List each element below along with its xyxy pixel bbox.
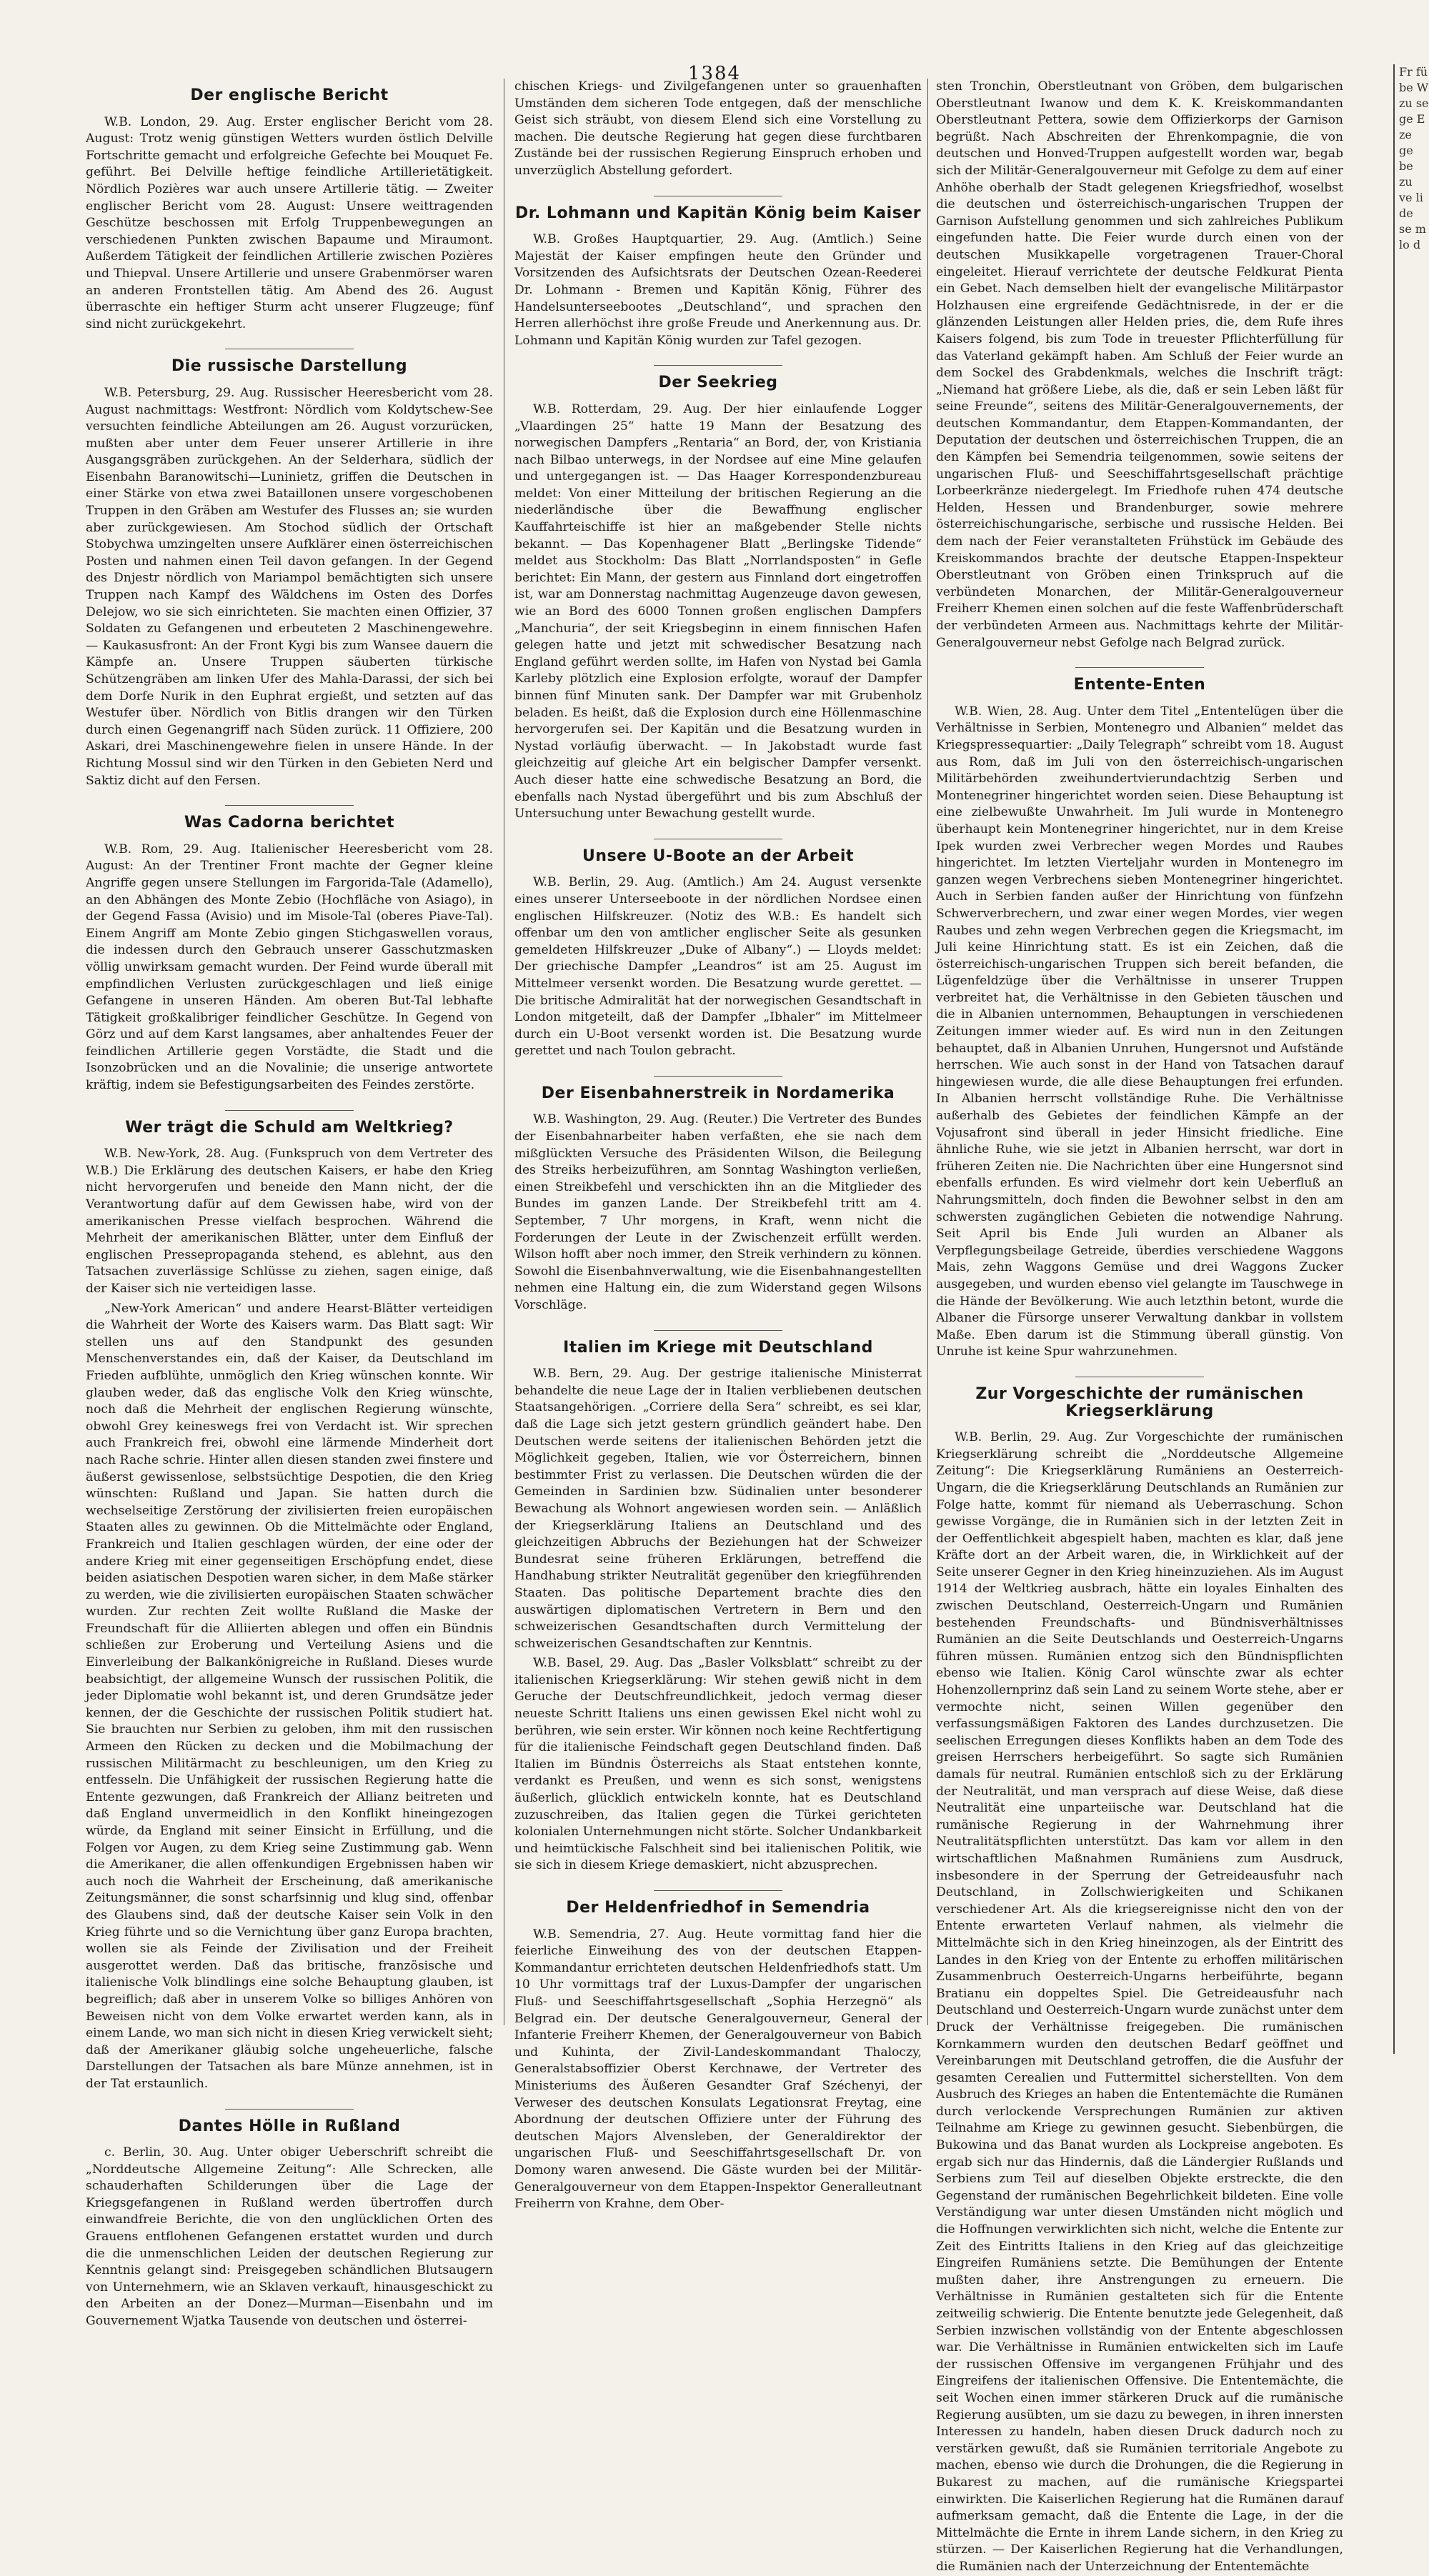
article-headline: Unsere U-Boote an der Arbeit <box>582 847 854 865</box>
article-paragraph: W.B. Wien, 28. Aug. Unter dem Titel „Ententelügen über die Verhältnisse in Serbien, Montenegro und Albanien“ meldet das Kriegspressequartier: „Daily Telegraph“ schreibt vom 18. August aus Rom, daß im Juli von den österreichisch-ungarischen Militärbehörden zweihundertvierundachtzig Serben und Montenegriner hingerichtet worden seien. Diese Behauptung ist eine zielbewußte Unwahrheit. Im Juli wurde in Montenegro überhaupt kein Montenegriner hingerichtet, nur in dem Kreise Ipek wurden zwei Verbrecher wegen Mordes und Raubes hingerichtet. Im letzten Vierteljahr wurden in Montenegro im ganzen wegen Verbrechens sieben Montenegriner hingerichtet. Auch in Serbien fanden außer der Hinrichtung von fünfzehn Schwerverbrechern, und zwar einer wegen Mordes, vier wegen Raubes und zehn wegen Verbrechen gegen die Kriegsmacht, im Juli keine Hinrichtung statt. Es ist ein Zeichen, daß die österreichisch-ungarischen Truppen sich bereit befanden, die Lügenfeldzüge über die Verhältnisse in unserer Truppen verbreitet hat, die Verhältnisse in den Gebieten täuschen und die in Albanien unternommen, Behauptungen in verschiedenen Zeitungen immer wieder auf. Es wird nun in den Zeitungen behauptet, daß in Albanien Unruhen, Hungersnot und Aufstände herrschen. Wie auch sonst in der Hand von Tatsachen darauf hingewiesen wurde, die alle diese Behauptungen frei erfunden. In Albanien herrscht vollständige Ruhe. Die Verhältnisse außerhalb des Gebietes der feindlichen Kämpfe an der Vojusafront sind überall in jeder Hinsicht friedliche. Eine ähnliche Ruhe, wie sie jetzt in Albanien herrscht, war dort in früheren Zeiten nie. Die Nachrichten über eine Hungersnot sind ebenfalls erfunden. Es wird vielmehr dort kein Ueberfluß an Nahrungsmitteln, doch finden die Bewohner selbst in den am schwersten zugänglichen Gebieten die notwendige Nahrung. Seit April bis Ende Juli wurden an Albaner als Verpflegungsbeilage Getreide, überdies verschiedene Waggons Mais, zehn Waggons Gemüse und drei Waggons Zucker ausgegeben, und wurden ebenso viel gelangte im Tauschwege in die Hände der Bevölkerung. Wie auch letzthin betont, wurde die Albaner die Fürsorge unserer Verwaltung dankbar in vollstem Maße. Eben darum ist die Stimmung überall günstig. Von Unruhe ist keine Spur wahrzunehmen. <box>936 704 1343 1359</box>
page-number: 1384 <box>687 63 742 84</box>
article <box>936 1386 1343 2576</box>
article-headline: Zur Vorgeschichte der rumänischen Kriegserklärung <box>975 1384 1304 1420</box>
article-paragraph: W.B. Rotterdam, 29. Aug. Der hier einlaufende Logger „Vlaardingen 25“ hatte 19 Mann der Besatzung des norwegischen Dampfers „Rentaria“ an Bord, der, von Kristiania nach Bilbao unterwegs, in der Nordsee auf eine Mine gelaufen und untergegangen ist. — Das Haager Korrespondenzbureau meldet: Von einer Mitteilung der britischen Regierung an die niederländische über die Bewaffnung englischer Kauffahrteischiffe ist hier an maßgebender Stelle nichts bekannt. — Das Kopenhagener Blatt „Berlingske Tidende“ meldet aus Stockholm: Das Blatt „Norrlandsposten“ in Gefle berichtet: Ein Mann, der gestern aus Finnland dort eingetroffen ist, war am Donnerstag nachmittag Augenzeuge davon gewesen, wie an Bord des 6000 Tonnen großen englischen Dampfers „Manchuria“, der seit Kriegsbeginn in einem finnischen Hafen gelegen hatte und jetzt mit schwedischer Besatzung nach England geführt werden sollte, im Hafen von Nystad bei Gamla Karleby plötzlich eine Explosion erfolgte, worauf der Dampfer binnen fünf Minuten sank. Der Dampfer war mit Grubenholz beladen. Es heißt, daß die Explosion durch eine Höllenmaschine hervorgerufen sei. Der Kapitän und die Besatzung wurden in Nystad vorläufig überwacht. — In Jakobstadt wurde fast gleichzeitig auf gleiche Art ein belgischer Dampfer versenkt. Auch dieser hatte eine schwedische Besatzung an Bord, die ebenfalls nach Nystad übergeführt und bis zum Abschluß der Untersuchung unter Bewachung gestellt wurde. <box>514 401 922 822</box>
article <box>86 2118 493 2330</box>
article-paragraph: W.B. Berlin, 29. Aug. (Amtlich.) Am 24. August versenkte eines unserer Unterseeboote in der nördlichen Nordsee einen englischen Hilfskreuzer. (Notiz des W.B.: Es handelt sich offenbar um den von amtlicher englischer Seite als gesunken gemeldeten Hilfskreuzer „Duke of Albany“.) — Lloyds meldet: Der griechische Dampfer „Leandros“ ist am 25. August im Mittelmeer versenkt worden. Die Besatzung wurde gerettet. — Die britische Admiralität hat der norwegischen Gesandtschaft in London mitgeteilt, daß der Dampfer „Ibhaler“ im Mittelmeer durch ein U-Boot versenkt worden ist. Die Besatzung wurde gerettet und nach Toulon gebracht. <box>514 875 922 1059</box>
article-paragraph: chischen Kriegs- und Zivilgefangenen unter so grauenhaften Umständen dem sicheren Tode entgegen, daß der menschliche Geist sich sträubt, von diesem Elend sich eine Vorstellung zu machen. Die deutsche Regierung hat gegen diese furchtbaren Zustände bei der russischen Regierung Einspruch erhoben und unverzüglich Abstellung gefordert. <box>514 79 922 178</box>
article-headline: Der Eisenbahnerstreik in Nordamerika <box>541 1084 895 1102</box>
article <box>514 205 922 350</box>
article-paragraph: W.B. Großes Hauptquartier, 29. Aug. (Amtlich.) Seine Majestät der Kaiser empfingen heute den Gründer und Vorsitzenden des Aufsichtsrats der Deutschen Ozean-Reederei Dr. Lohmann - Bremen und Kapitän König, Führer des Handelsunterseebootes „Deutschland“, und sprachen den Herren allerhöchst ihre große Freude und Anerkennung aus. Dr. Lohmann und Kapitän König wurden zur Tafel gezogen. <box>514 232 922 348</box>
article-paragraph: c. Berlin, 30. Aug. Unter obiger Ueberschrift schreibt die „Norddeutsche Allgemeine Zeitung“: Alle Schrecken, alle schauderhaften Schilderungen über die Lage der Kriegsgefangenen in Rußland werden übertroffen durch einwandfreie Berichte, die von den unglücklichen Orten des Grauens entflohenen Gefangenen erstattet wurden und durch die die unmenschlichen Leiden der deutschen Regierung zur Kenntnis gelangt sind: Preisgegeben schändlichen Blutsaugern von Unternehmern, wie an Sklaven verkauft, hinausgeschickt zu den Arbeiten an der Donez—Murman—Eisenbahn und im Gouvernement Wjatka Tausende von deutschen und österrei- <box>86 2145 493 2329</box>
article-headline: Dr. Lohmann und Kapitän König beim Kaiser <box>514 204 922 222</box>
article-paragraph: W.B. Bern, 29. Aug. Der gestrige italienische Ministerrat behandelte die neue Lage der in Italien verbliebenen deutschen Staatsangehörigen. „Corriere della Sera“ schreibt, es sei klar, daß die Lage sich jetzt gestern gründlich geändert habe. Den Deutschen werde seitens der italienischen Behörden jetzt die Möglichkeit gegeben, Italien, wie vor Österreichern, binnen bestimmter Frist zu verlassen. Die Deutschen würden die der Gemeinden in Sardinien bzw. Südinalien unter besonderer Bewachung als Wohnort angewiesen worden sein. — Anläßlich der Kriegserklärung Italiens an Deutschland und des gleichzeitigen Abbruchs der Beziehungen hat der Schweizer Bundesrat seine früheren Erklärungen, betreffend die Handhabung strikter Neutralität gegenüber den kriegführenden Staaten. Das politische Departement brachte dies den auswärtigen diplomatischen Vertretern in Bern und den schweizerischen Gesandtschaften durch Vermittelung der schweizerischen Gesandtschaften zur Kenntnis. <box>514 1367 922 1651</box>
article-headline: Der Seekrieg <box>658 374 778 392</box>
article <box>514 1339 922 1874</box>
article-paragraph: „New-York American“ und andere Hearst-Blätter verteidigen die Wahrheit der Worte des Kaisers warm. Das Blatt sagt: Wir stellen uns auf den Standpunkt des gesunden Menschenverstandes ein, daß der Kaiser, da Deutschland im Frieden aufblühte, unmöglich den Krieg wünschen konnte. Wir glauben weder, daß das englische Volk den Krieg wünschte, noch daß die Mehrheit der englischen Regierung wünschte, obwohl Grey keineswegs frei von Verdacht ist. Wir sprechen auch Frankreich frei, obwohl eine lärmende Minderheit dort nach Rache schrie. Hinter allen diesen standen zwei finstere und äußerst gewissenlose, selbstsüchtige Despotien, die den Krieg wünschten: Rußland und Japan. Sie hatten durch die wechselseitige Zerstörung der zivilisierten freien europäischen Staaten alles zu gewinnen. Ob die Mittelmächte oder England, Frankreich und Italien geschlagen würden, der eine oder der andere Krieg mit einer gegenseitigen Erschöpfung endet, diese beiden asiatischen Despotien waren sicher, in dem Maße stärker zu werden, wie die zivilisierten europäischen Staaten schwächer wurden. Zur rechten Zeit wollte Rußland die Maske der Freundschaft für die Alliierten ablegen und offen ein Bündnis schließen zur Eroberung und Verteilung Asiens und die Einverleibung der Balkankönigreiche in Rußland. Dieses wurde beabsichtigt, der allgemeine Wunsch der russischen Politik, die jeder Diplomatie wohl bekannt ist, und deren Grundsätze jeder kennen, der die Geschichte der russischen Politik studiert hat. Sie brauchten nur Serbien zu geloben, ihm mit den russischen Armeen den Rücken zu decken und die Mobilmachung der russischen Militärmacht zu beschleunigen, um den Krieg zu entfesseln. Die Unfähigkeit der russischen Regierung hatte die Entente gezwungen, daß Frankreich der Allianz beitreten und daß England unvermeidlich in den Konflikt hineingezogen würde, da England mit seiner Einsicht in Erfüllung, und die Folgen vor Augen, zu dem Krieg seine Zustimmung gab. Wenn die Amerikaner, die allen offenkundigen Ergebnissen haben wir auch noch die Wahrheit der Erscheinung, daß amerikanische Zeitungsmänner, die sonst scharfsinnig und klug sind, offenbar des Glaubens sind, daß der deutsche Kaiser sein Volk in den Krieg führte und so die Vernichtung über ganz Europa brachten, wollen sie als Feinde der Zivilisation und der Freiheit ausgerottet werden. Daß das britische, französische und italienische Volk blindlings eine solche Behauptung glauben, ist begreiflich; daß aber in unserem Volke so billiges Anhören von Beweisen nicht von dem Volke erwartet werden kann, als in einem Lande, wo man sich nicht in diesen Krieg verwickelt sieht; daß der Amerikaner gläubig solche ungeheuerliche, falsche Darstellungen der Tatsachen als bare Münze annehmen, ist in der Tat erstaunlich. <box>86 1301 493 2091</box>
article-paragraph: W.B. Petersburg, 29. Aug. Russischer Heeresbericht vom 28. August nachmittags: Westfront: Nördlich vom Koldytschew-See versuchten feindliche Abteilungen am 26. August vorzurücken, mußten aber unter dem Feuer unserer Artillerie in ihre Ausgangsgräben zurückgehen. An der Selderhara, südlich der Eisenbahn Baranowitschi—Luninietz, griffen die Deutschen in einer Stärke von etwa zwei Bataillonen unsere vorgeschobenen Truppen in den Gräben am Westufer des Flusses an; sie wurden aber zurückgewiesen. Am Stochod südlich der Ortschaft Stobychwa umzingelten unsere Aufklärer einen österreichischen Posten und nahmen einen Teil davon gefangen. In der Gegend des Dnjestr nördlich von Mariampol bemächtigten sich unsere Truppen nach Kampf des Wäldchens im Osten des Dorfes Delejow, wo sie sich einrichteten. Sie machten einen Offizier, 37 Soldaten zu Gefangenen und erbeuteten 2 Maschinengewehre. — Kaukasusfront: An der Front Kygi bis zum Wansee dauern die Kämpfe an. Unsere Truppen säuberten türkische Schützengräben am linken Ufer des Mahla-Darassi, der sich bei dem Dorfe Nurik in den Euphrat ergießt, und setzten auf das Westufer über. Nördlich von Bitlis drangen wir den Türken durch einen Gegenangriff nach Süden zurück. 11 Offiziere, 200 Askari, drei Maschinengewehre fielen in unsere Hände. In der Richtung Mossul sind wir den Türken in den Gebieten Nerd und Saktiz dicht auf den Fersen. <box>86 385 493 788</box>
article-separator <box>225 805 354 806</box>
article-separator <box>1075 667 1204 668</box>
article-separator <box>225 1110 354 1111</box>
article-separator <box>654 365 782 366</box>
article-separator <box>654 1076 782 1077</box>
article-headline: Dantes Hölle in Rußland <box>178 2117 401 2135</box>
article-paragraph: W.B. Berlin, 29. Aug. Zur Vorgeschichte der rumänischen Kriegserklärung schreibt die „Norddeutsche Allgemeine Zeitung“: Die Kriegserklärung Rumäniens an Oesterreich-Ungarn, die die Kriegserklärung Deutschlands an Rumänien zur Folge hatte, kommt für niemand als Ueberraschung. Schon gewisse Vorgänge, die in Rumänien sich in der letzten Zeit in der Oeffentlichkeit abgespielt haben, machten es klar, daß jene Kräfte dort an der Arbeit waren, die, in Wirklichkeit auf der Seite unserer Gegner in den Krieg hineinzuziehen. Als im August 1914 der Weltkrieg ausbrach, hätte ein loyales Einhalten des zwischen Deutschland, Oesterreich-Ungarn und Rumänien bestehenden Freundschafts- und Bündnisverhältnisses Rumänien an die Seite Deutschlands und Oesterreich-Ungarns führen müssen. Rumänien entzog sich den Bündnispflichten ebenso wie Italien. König Carol wünschte zwar als echter Hohenzollernprinz daß sein Land zu seinem Worte stehe, aber er vermochte nicht, seinen Willen gegenüber den verfassungsmäßigen Faktoren des Landes durchzusetzen. Die seelischen Erregungen dieses Konflikts haben an dem Tode des greisen Herrschers herbeigeführt. So sagte sich Rumänien damals für neutral. Rumänien entschloß sich zu der Erklärung der Neutralität, und man versprach auf diese Weise, daß diese Neutralität eine unparteiische war. Deutschland hat die rumänische Regierung in der Wahrnehmung ihrer Neutralitätspflichten unterstützt. Das kam vor allem in den wirtschaftlichen Maßnahmen Rumäniens zum Ausdruck, insbesondere in der Sperrung der Getreideausfuhr nach Deutschland, in Zollschwierigkeiten und Schikanen verschiedener Art. Als die kriegsereignisse nicht den von der Entente erwarteten Verlauf nahmen, als vielmehr die Mittelmächte sich in den Krieg hineinzogen, als der Eintritt des Landes in den Krieg von der Entente zu erhoffen militärischen Zusammenbruch Oesterreich-Ungarns herbeiführte, begann Bratianu ein doppeltes Spiel. Die Getreideausfuhr nach Deutschland und Oesterreich-Ungarn wurde zunächst unter dem Druck der Verhältnisse freigegeben. Die rumänischen Kornkammern wurden den deutschen Bedarf geöffnet und Vereinbarungen mit Deutschland getroffen, die die Ausfuhr der gesamten Cerealien und Futtermittel sicherstellten. Von dem Ausbruch des Krieges an haben die Ententemächte die Rumänen durch verlockende Versprechungen Rumänien zur aktiven Teilnahme am Kriege zu gewinnen gesucht. Siebenbürgen, die Bukowina und das Banat wurden als Lockpreise angeboten. Es ergab sich nur das Hindernis, daß die Ländergier Rußlands und Serbiens zum Teil auf dieselben Objekte erstreckte, die den Gegenstand der rumänischen Begehrlichkeit bildeten. Eine volle Verständigung war unter diesen Umständen nicht möglich und die Hoffnungen verwirklichten sich nicht, welche die Entente zur Zeit des Eintritts Italiens in den Krieg auf das gleichzeitige Eingreifen Rumäniens setzte. Die Bemühungen der Entente mußten daher, ihre Anstrengungen zu erneuern. Die Verhältnisse in Rumänien gestalteten sich für die Entente zeitweilig schwierig. Die Entente benutzte jede Gelegenheit, daß Serbien inzwischen vollständig von der Entente abgeschlossen war. Die Verhältnisse in Rumänien entwickelten sich im Laufe der russischen Offensive im vergangenen Frühjahr und des Eingreifens der italienischen Offensive. Die Ententemächte, die seit Wochen einen immer stärkeren Druck auf die rumänische Regierung ausübten, um sie dazu zu bewegen, in ihren innersten Interessen zu handeln, haben diesen Druck dadurch noch zu verstärken gewußt, daß sie Rumänien territoriale Angebote zu machen, ebenso wie durch die Drohungen, die die Regierung in Bukarest zu machen, auf die rumänische Kriegspartei einwirkten. Die Kaiserlichen Regierung hat die Rumänen darauf aufmerksam gemacht, daß die Entente die Lage, in der die Mittelmächte die Ernte in ihrem Lande sichern, in den Krieg zu stürzen. — Der Kaiserlichen Regierung hat die Verhandlungen, die Rumänien nach der Unterzeichnung der Ententemächte <box>936 1430 1343 2574</box>
article <box>514 79 922 180</box>
article-headline: Italien im Kriege mit Deutschland <box>563 1338 873 1357</box>
article <box>936 677 1343 1361</box>
article-paragraph: W.B. Semendria, 27. Aug. Heute vormittag fand hier die feierliche Einweihung des von der deutschen Etappen-Kommandantur errichteten deutschen Heldenfriedhofs statt. Um 10 Uhr vormittags traf der Luxus-Dampfer der ungarischen Fluß- und Seeschiffahrtsgesellschaft „Sophia Herzegnö“ als Belgrad ein. Der deutsche Generalgouverneur, General der Infanterie Freiherr Khemen, der Generalgouverneur von Babich und Kuhinta, der Zivil-Landeskommandant Thaloczy, Generalstabsoffizier Oberst Kerchnawe, der Vertreter des Ministeriums des Äußeren Gesandter Graf Széchenyi, der Verweser des deutschen Konsulats Legationsrat Freytag, eine Abordnung der deutschen Offiziere unter der Führung des deutschen Majors Alvensleben, der Generaldirektor der ungarischen Fluß- und Seeschiffahrtsgesellschaft Dr. von Domony waren anwesend. Die Gäste wurden bei der Militär-Generalgouverneur von dem Etappen-Inspektor Generalleutnant Freiherrn von Krahne, dem Ober- <box>514 1927 922 2212</box>
article <box>514 1085 922 1314</box>
article-headline: Der Heldenfriedhof in Semendria <box>566 1899 870 1917</box>
column-rule <box>927 79 928 2025</box>
article <box>514 374 922 822</box>
article <box>514 848 922 1060</box>
article-headline: Was Cadorna berichtet <box>184 814 395 832</box>
article-paragraph: W.B. Washington, 29. Aug. (Reuter.) Die Vertreter des Bundes der Eisenbahnarbeiter haben verfaßten, ehe sie nach dem mißglückten Versuche des Präsidenten Wilson, die Beilegung des Streiks herbeizuführen, am Sonntag Washington verließen, einen Streikbefehl und verschickten ihn an die Mitglieder des Bundes im ganzen Lande. Der Streikbefehl tritt am 4. September, 7 Uhr morgens, in Kraft, wenn nicht die Forderungen der Leute in der Zwischenzeit erfüllt werden. Wilson hofft aber noch immer, den Streik verhindern zu können. Sowohl die Eisenbahnverwaltung, wie die Eisenbahnangestellten nehmen eine Haltung ein, die zum Widerstand gegen Wilsons Vorschläge. <box>514 1112 922 1312</box>
article-paragraph: W.B. Rom, 29. Aug. Italienischer Heeresbericht vom 28. August: An der Trentiner Front machte der Gegner kleine Angriffe gegen unsere Stellungen im Fargorida-Tale (Adamello), an den Abhängen des Monte Zebio (Hochfläche von Asiago), in der Gegend Fassa (Avisio) und im Misole-Tal (oberes Piave-Tal). Einem Angriff am Monte Zebio gingen Stichgaswellen voraus, die indessen durch den Gebrauch unserer Gasschutzmasken völlig unwirksam gemacht wurden. Der Feind wurde überall mit empfindlichen Verlusten zurückgeschlagen und ließ einige Gefangene in unseren Händen. Am oberen But-Tal lebhafte Tätigkeit großkalibriger feindlicher Geschütze. In Gegend von Görz und auf dem Karst langsames, aber anhaltendes Feuer der feindlichen Artillerie gegen Vorstädte, die Stadt und die Isonzobrücken und an die Novalinie; die unserige antwortete kräftig, indem sie Befestigungsarbeiten des Feindes zerstörte. <box>86 842 493 1093</box>
article <box>86 1119 493 2093</box>
article-headline: Der englische Bericht <box>190 86 389 104</box>
article-separator <box>225 2109 354 2110</box>
article-separator <box>654 1890 782 1891</box>
adjacent-page-edge: Fr fü be W zu se ge E ze ge be zu ve li de se m lo d <box>1393 64 1429 2054</box>
column-2 <box>514 79 922 2212</box>
article-separator <box>654 1330 782 1331</box>
article-headline: Die russische Darstellung <box>171 357 408 376</box>
article-paragraph: sten Tronchin, Oberstleutnant von Gröben, dem bulgarischen Oberstleutnant Iwanow und dem K. K. Kreiskommandanten Oberstleutnant Pettera, sowie dem Offizierkorps der Garnison begrüßt. Nach Abschreiten der Ehrenkompagnie, die von deutschen und Honved-Truppen aufgestellt worden war, begab sich der Militär-Generalgouverneur mit Gefolge zu dem auf einer Anhöhe oberhalb der Stadt gelegenen Kriegsfriedhof, woselbst die deutschen und österreichisch-ungarischen Truppen der Garnison Aufstellung genommen und sich zahlreiches Publikum eingefunden hatte. Die Feier wurde durch einen von der deutschen Musikkapelle vorgetragenen Trauer-Choral eingeleitet. Hierauf verrichtete der deutsche Feldkurat Pienta ein Gebet. Nach demselben hielt der evangelische Militärpastor Holzhausen eine ergreifende Gedächtnisrede, in der er die glänzenden Leistungen aller Helden pries, die, dem Rufe ihres Kaisers folgend, bis zum Tode in treuester Pflichterfüllung für das Vaterland gekämpft haben. Am Schluß der Feier wurde an dem Sockel des Grabdenkmals, welches die Inschrift trägt: „Niemand hat größere Liebe, als die, daß er sein Leben läßt für seine Freunde“, seitens des Militär-Generalgouvernements, der deutschen Kommandantur, dem Etappen-Kommandanten, der Deputation der deutschen und österreichischen Truppen, die an den Kämpfen bei Semendria teilgenommen, sowie seitens der ungarischen Fluß- und Seeschiffahrtsgesellschaft prächtige Lorbeerkränze niedergelegt. Im Friedhofe ruhen 474 deutsche Helden, Hessen und Brandenburger, sowie mehrere österreichischungarische, serbische und russische Helden. Bei dem nach der Feier veranstalteten Frühstück im Gebäude des Kreiskommandos brachte der deutsche Etappen-Inspekteur Oberstleutnant von Gröben einen Trinkspruch auf die verbündeten Monarchen, der Militär-Generalgouverneur Freiherr Khemen einen solchen auf die feste Waffenbrüderschaft der verbündeten Armeen aus. Nachmittags kehrte der Militär-Generalgouverneur nebst Gefolge nach Belgrad zurück. <box>936 79 1343 650</box>
article <box>86 814 493 1094</box>
article-headline: Wer trägt die Schuld am Weltkrieg? <box>125 1118 454 1137</box>
article-headline: Entente-Enten <box>1073 676 1206 694</box>
article <box>936 79 1343 652</box>
column-3 <box>936 79 1343 2574</box>
article-paragraph: W.B. London, 29. Aug. Erster englischer Bericht vom 28. August: Trotz wenig günstigen Wetters wurden östlich Delville Fortschritte gemacht und erfolgreiche Gefechte bei Mouquet Fe. geführt. Bei Delville heftige feindliche Artillerietätigkeit. Nördlich Pozières war auch unsere Artillerie tätig. — Zweiter englischer Bericht vom 28. August: Unsere weittragenden Geschütze beschossen mit Erfolg Truppenbewegungen an verschiedenen Punkten zwischen Bapaume und Miraumont. Außerdem Tätigkeit der feindlichen Artillerie zwischen Pozières und Thiepval. Unsere Artillerie und unsere Grabenmörser waren an anderen Frontstellen tätig. Am Abend des 26. August überraschte ein heftiger Sturm acht unserer Flugzeuge; fünf sind nicht zurückgekehrt. <box>86 114 493 331</box>
article <box>514 1899 922 2213</box>
column-1 <box>86 79 493 2329</box>
article <box>86 358 493 789</box>
article-paragraph: W.B. New-York, 28. Aug. (Funkspruch von dem Vertreter des W.B.) Die Erklärung des deutschen Kaisers, er habe den Krieg nicht hervorgerufen und beneide den Mann nicht, der die Verantwortung dafür auf dem Gewissen habe, wird von der amerikanischen Presse vielfach besprochen. Während die Mehrheit der amerikanischen Blätter, unter dem Einfluß der englischen Pressepropaganda stehend, es ablehnt, aus den Tatsachen zuverlässige Schlüsse zu ziehen, sagen einige, daß der Kaiser sich nie verteidigen lasse. <box>86 1147 493 1296</box>
article <box>86 87 493 333</box>
article-paragraph: W.B. Basel, 29. Aug. Das „Basler Volksblatt“ schreibt zu der italienischen Kriegserklärung: Wir stehen gewiß nicht in dem Geruche der Deutschfreundlichkeit, jedoch vermag dieser neueste Schritt Italiens uns einen gewissen Ekel nicht wohl zu berühren, wie sein erster. Wir können noch keine Rechtfertigung für die italienische Feindschaft gegen Deutschland finden. Daß Italien im Bündnis Österreichs als Staat entstehen konnte, verdankt es Preußen, und wenn es sich sonst, wenigstens äußerlich, glücklich entwickeln konnte, hat es Deutschland zuzuschreiben, das Italien gegen die Türkei gerichteten kolonialen Unternehmungen nicht störte. Solcher Undankbarkeit und heimtückische Falschheit sind bei italienischen Politik, wie sie sich in diesem Kriege demaskiert, nicht abzusprechen. <box>514 1656 922 1873</box>
